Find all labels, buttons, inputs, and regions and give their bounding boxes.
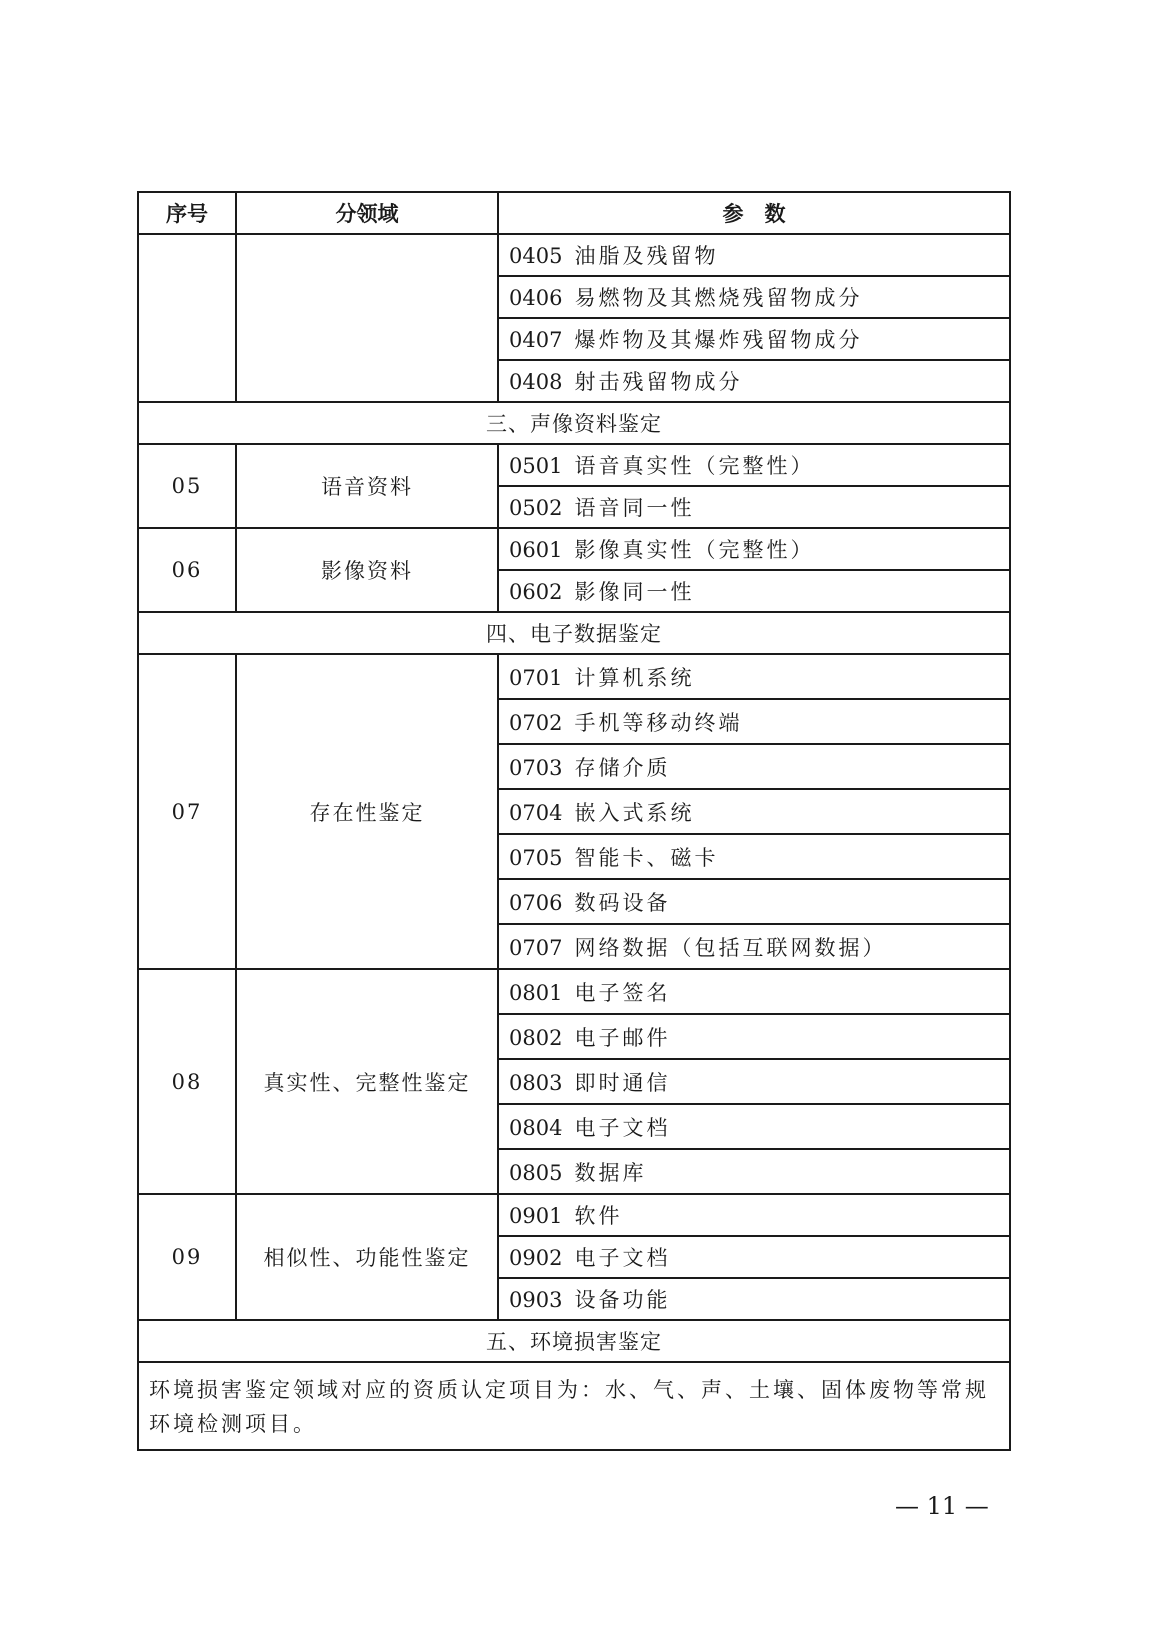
- param-name: 计算机系统: [574, 665, 695, 690]
- param-cell: [498, 486, 1010, 528]
- seq-cell: 05: [138, 444, 236, 528]
- section-heading: 四、电子数据鉴定: [138, 612, 1010, 654]
- param-name: 影像同一性: [574, 580, 695, 604]
- param-cell: [498, 528, 1010, 570]
- param-cell: [498, 360, 1010, 402]
- param-code: 0801: [509, 980, 563, 1005]
- qualification-table: [137, 191, 1011, 1451]
- param-name: 设备功能: [574, 1288, 671, 1312]
- field-cell: 真实性、完整性鉴定: [236, 969, 498, 1194]
- param-code: 0701: [509, 665, 563, 690]
- param-code: 0705: [509, 845, 563, 870]
- seq-cell: 07: [138, 654, 236, 969]
- param-name: 电子文档: [574, 1115, 671, 1140]
- param-cell: [498, 789, 1010, 834]
- param-code: 0707: [509, 935, 563, 960]
- param-cell: [498, 1104, 1010, 1149]
- param-cell: [498, 1149, 1010, 1194]
- param-name: 软件: [574, 1204, 623, 1228]
- seq-cell: 09: [138, 1194, 236, 1320]
- section-row: [138, 1320, 1010, 1362]
- param-cell: [498, 1194, 1010, 1236]
- param-name: 嵌入式系统: [574, 800, 695, 825]
- seq-cell: [138, 234, 236, 402]
- param-cell: [498, 879, 1010, 924]
- table-row: [138, 444, 1010, 486]
- section-heading: 五、环境损害鉴定: [138, 1320, 1010, 1362]
- param-name: 存储介质: [574, 755, 671, 780]
- param-code: 0901: [509, 1204, 563, 1228]
- param-name: 油脂及残留物: [574, 244, 719, 268]
- param-name: 智能卡、磁卡: [574, 845, 719, 870]
- param-cell: [498, 318, 1010, 360]
- param-code: 0706: [509, 890, 563, 915]
- param-name: 手机等移动终端: [574, 710, 743, 735]
- param-cell: [498, 834, 1010, 879]
- param-cell: [498, 1278, 1010, 1320]
- field-cell: [236, 234, 498, 402]
- param-cell: [498, 1059, 1010, 1104]
- param-cell: [498, 444, 1010, 486]
- param-code: 0703: [509, 755, 563, 780]
- header-field: 分领域: [236, 192, 498, 234]
- section-row: [138, 402, 1010, 444]
- param-cell: [498, 1014, 1010, 1059]
- param-name: 易燃物及其燃烧残留物成分: [574, 286, 863, 310]
- param-code: 0602: [509, 580, 563, 604]
- field-cell: 相似性、功能性鉴定: [236, 1194, 498, 1320]
- param-code: 0802: [509, 1025, 563, 1050]
- table-row: [138, 654, 1010, 699]
- param-cell: [498, 570, 1010, 612]
- param-code: 0805: [509, 1160, 563, 1185]
- param-code: 0406: [509, 286, 563, 310]
- param-name: 电子邮件: [574, 1025, 671, 1050]
- param-cell: [498, 234, 1010, 276]
- param-name: 电子文档: [574, 1246, 671, 1270]
- param-name: 语音同一性: [574, 496, 695, 520]
- param-name: 电子签名: [574, 980, 671, 1005]
- param-code: 0704: [509, 800, 563, 825]
- field-cell: 语音资料: [236, 444, 498, 528]
- param-name: 语音真实性（完整性）: [574, 454, 815, 478]
- param-code: 0601: [509, 538, 563, 562]
- param-cell: [498, 276, 1010, 318]
- page-number: — 11 —: [895, 1492, 989, 1520]
- param-cell: [498, 1236, 1010, 1278]
- param-code: 0407: [509, 328, 563, 352]
- param-cell: [498, 744, 1010, 789]
- section-row: [138, 612, 1010, 654]
- header-seq: 序号: [138, 192, 236, 234]
- param-code: 0502: [509, 496, 563, 520]
- param-code: 0405: [509, 244, 563, 268]
- param-code: 0902: [509, 1246, 563, 1270]
- param-code: 0804: [509, 1115, 563, 1140]
- table-row: [138, 234, 1010, 276]
- section-heading: 三、声像资料鉴定: [138, 402, 1010, 444]
- param-code: 0702: [509, 710, 563, 735]
- param-name: 网络数据（包括互联网数据）: [574, 935, 887, 960]
- param-cell: [498, 699, 1010, 744]
- param-name: 影像真实性（完整性）: [574, 538, 815, 562]
- param-code: 0501: [509, 454, 563, 478]
- table-row: [138, 969, 1010, 1014]
- param-name: 射击残留物成分: [574, 370, 743, 394]
- seq-cell: 08: [138, 969, 236, 1194]
- param-name: 爆炸物及其爆炸残留物成分: [574, 328, 863, 352]
- param-cell: [498, 654, 1010, 699]
- field-cell: 影像资料: [236, 528, 498, 612]
- note-row: [138, 1362, 1010, 1450]
- param-name: 数码设备: [574, 890, 671, 915]
- param-code: 0803: [509, 1070, 563, 1095]
- table-row: [138, 1194, 1010, 1236]
- param-code: 0408: [509, 370, 563, 394]
- note-text: 环境损害鉴定领域对应的资质认定项目为：水、气、声、土壤、固体废物等常规环境检测项目。: [138, 1362, 1010, 1450]
- param-name: 即时通信: [574, 1070, 671, 1095]
- param-cell: [498, 969, 1010, 1014]
- seq-cell: 06: [138, 528, 236, 612]
- param-cell: [498, 924, 1010, 969]
- param-code: 0903: [509, 1288, 563, 1312]
- field-cell: 存在性鉴定: [236, 654, 498, 969]
- table-row: [138, 528, 1010, 570]
- header-param: 参 数: [498, 192, 1010, 234]
- param-name: 数据库: [574, 1160, 647, 1185]
